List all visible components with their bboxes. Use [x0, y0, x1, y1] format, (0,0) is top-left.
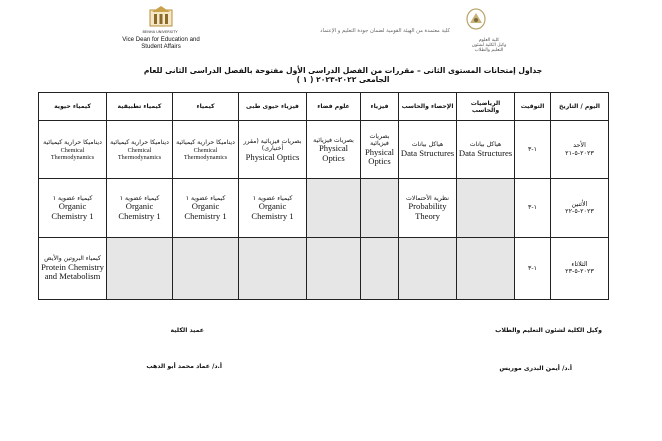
header-biochem: كيمياء حيوية [39, 93, 107, 121]
course-ar: كيمياء عضوية ١ [185, 194, 226, 202]
faculty-name: كلية العلوم وكيل الكلية لشئون التعليم والطلاب [471, 38, 507, 53]
course-en: Data Structures [400, 147, 455, 158]
empty-cell [457, 179, 515, 237]
course-en: Organic Chemistry 1 [184, 201, 227, 221]
course-ar: بصريات فيزيائية [313, 136, 354, 144]
vice-dean-signature-title: وكيل الكلية لشئون التعليم والطلاب [495, 327, 602, 334]
course-ar: بصريات فيزيائية (مقرر أختيارى) [243, 137, 302, 153]
course-en: Physical Optics [318, 143, 349, 163]
course-ar: ديناميكا حرارية كيميائية [110, 139, 169, 147]
date-label: ٢٠٢٣-٥-٢٣ [565, 267, 594, 276]
day-date-cell [551, 179, 609, 237]
course-en: Organic Chemistry 1 [51, 201, 94, 221]
header-space: علوم فضاء [307, 93, 361, 121]
course-ar: كيمياء عضوية ١ [52, 194, 93, 202]
course-ar: هياكل بيانات [411, 141, 444, 149]
course-en: Organic Chemistry 1 [118, 201, 161, 221]
course-en: Physical Optics [364, 146, 395, 167]
day-date-cell [551, 121, 609, 179]
accreditation-note: كلية معتمدة من الهيئة القومية لضمان جودة التعليم و الإعتماد [320, 28, 450, 34]
header-math-cs: الرياضيات والحاسب [457, 93, 515, 121]
day-label: الأحد [573, 141, 586, 150]
faculty-logo [458, 6, 494, 32]
empty-cell [239, 237, 307, 299]
course-en: Protein Chemistry and Metabolism [41, 261, 104, 282]
dean-signature-title: عميد الكلية [170, 327, 204, 334]
vice-dean-line2: Student Affairs [141, 43, 181, 50]
empty-cell [107, 237, 173, 299]
exam-cell [107, 121, 173, 179]
dean-signature-name: أ.د/ عماد محمد أبو الدهب [146, 363, 222, 370]
page-title: جداول إمتحانات المستوى الثانى – مقررات من الفصل الدراسى الأول مفتوحة بالفصل الدراسى الثانى للعام الجامعى ٢٠٢٢-٢٠٢٣ ( ١ ) [143, 66, 543, 84]
header-stats-cs: الإحصاء والحاسب [399, 93, 457, 121]
exam-cell [457, 121, 515, 179]
day-label: الثلاثاء [571, 259, 588, 268]
vice-dean-signature-name: أ.د/ أيمن البدرى موريس [499, 365, 572, 372]
course-ar: نظرية الأحتمالات [406, 194, 449, 202]
table-row [39, 121, 609, 179]
course-ar: هياكل بيانات [469, 141, 502, 149]
day-date-cell [551, 237, 609, 299]
course-en: Chemical Thermodynamics [117, 146, 162, 161]
university-logo [146, 4, 176, 30]
course-ar: ديناميكا حرارية كيميائية [176, 139, 235, 147]
exam-cell [399, 121, 457, 179]
day-label: الأثنين [571, 199, 588, 208]
table-header-row [39, 93, 609, 121]
university-name: BENHA UNIVERSITY [142, 30, 178, 34]
exam-cell [239, 179, 307, 237]
header-applied-chem: كيمياء تطبيقية [107, 93, 173, 121]
course-ar: كيمياء عضوية ١ [252, 194, 293, 202]
empty-cell [307, 179, 361, 237]
course-en: Physical Optics [245, 151, 300, 162]
course-en: Chemical Thermodynamics [50, 146, 95, 161]
exam-cell [239, 121, 307, 179]
course-ar: ديناميكا حرارية كيميائية [43, 139, 102, 147]
empty-cell [307, 237, 361, 299]
time-cell: ١-٣ [515, 237, 551, 299]
course-en: Organic Chemistry 1 [251, 201, 294, 221]
time-cell: ١-٣ [515, 179, 551, 237]
exam-cell [361, 121, 399, 179]
header-physics: فيزياء [361, 93, 399, 121]
header-chemistry: كيمياء [173, 93, 239, 121]
empty-cell [399, 237, 457, 299]
course-ar: كيمياء عضوية ١ [119, 194, 160, 202]
header-time: التوقيت [515, 93, 551, 121]
empty-cell [173, 237, 239, 299]
course-en: Chemical Thermodynamics [183, 146, 228, 161]
course-en: Data Structures [458, 147, 513, 158]
table-row [39, 237, 609, 299]
course-en: Probability Theory [408, 201, 447, 221]
exam-cell [107, 179, 173, 237]
course-ar: كيمياء البروتين والأيض [44, 255, 101, 263]
exam-cell [173, 179, 239, 237]
exam-cell [399, 179, 457, 237]
exam-cell [39, 121, 107, 179]
course-ar: بصريات فيزيائية [369, 132, 390, 148]
date-label: ٢٠٢٣-٥-٢١ [565, 148, 594, 157]
vice-dean-line1: Vice Dean for Education and [122, 36, 200, 43]
header-day-date: اليوم / التاريخ [551, 93, 609, 121]
vice-dean-office [104, 36, 218, 50]
exam-cell [39, 237, 107, 299]
date-label: ٢٠٢٣-٥-٢٢ [565, 207, 594, 216]
exam-cell [307, 121, 361, 179]
exam-cell [173, 121, 239, 179]
table-row [39, 179, 609, 237]
time-cell: ١-٣ [515, 121, 551, 179]
exam-schedule-table [38, 92, 609, 300]
empty-cell [361, 237, 399, 299]
empty-cell [457, 237, 515, 299]
empty-cell [361, 179, 399, 237]
exam-cell [39, 179, 107, 237]
header-biophysics: فيزياء حيوى طبى [239, 93, 307, 121]
